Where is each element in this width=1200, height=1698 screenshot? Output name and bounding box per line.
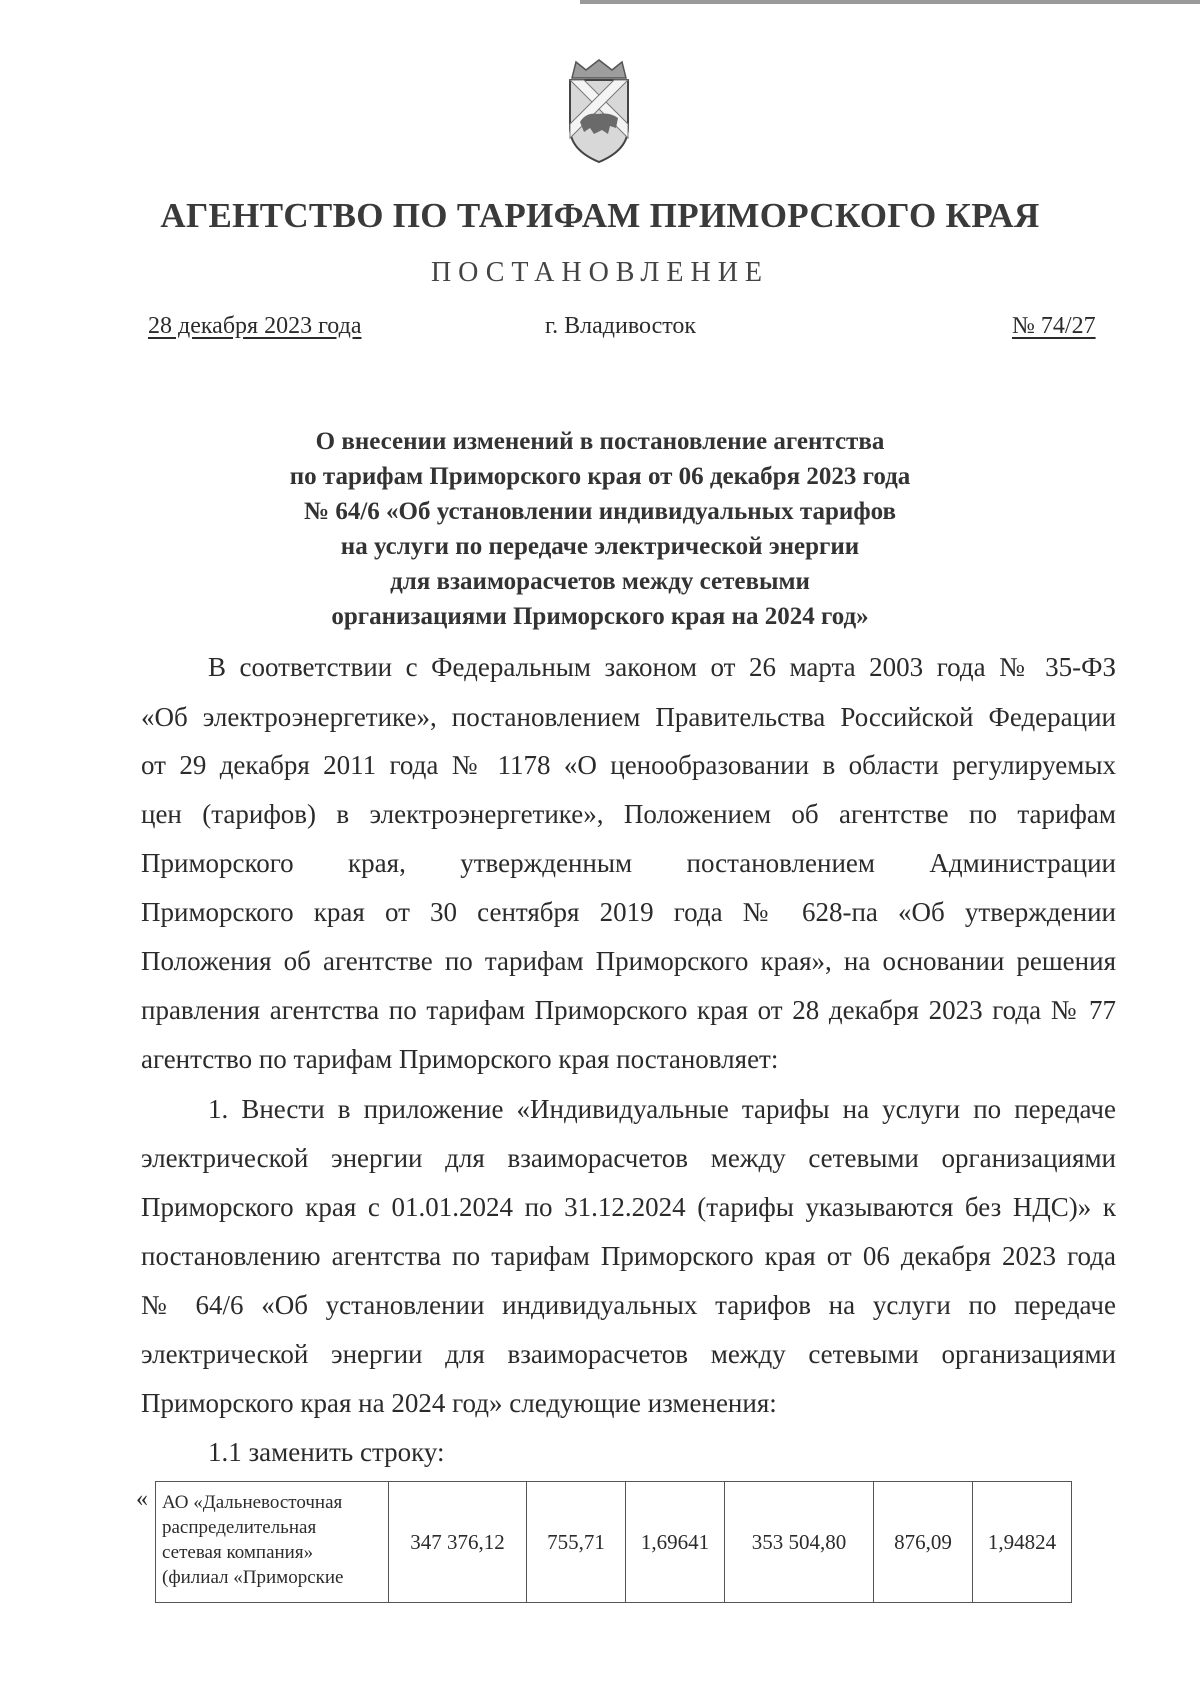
tariff-table (155, 1481, 1072, 1603)
document-number: № 74/27 (1012, 313, 1096, 339)
document-type: ПОСТАНОВЛЕНИЕ (430, 257, 770, 288)
org-line: распределительная (162, 1517, 317, 1538)
table-cell-value: 1,94824 (973, 1482, 1072, 1603)
subject-line: О внесении изменений в постановление агентства (315, 428, 885, 455)
item-1-line: электрической энергии для взаиморасчетов между сетевыми организациями (141, 1143, 1116, 1173)
document-subject (200, 424, 1000, 634)
table-cell-value: 755,71 (527, 1482, 626, 1603)
preamble-line: Приморского края, утвержденным постановлением Администрации (141, 848, 1116, 878)
item-1-line: постановлению агентства по тарифам Приморского края от 06 декабря 2023 года (141, 1241, 1116, 1271)
subject-line: для взаиморасчетов между сетевыми (390, 568, 810, 595)
item-1-line: № 64/6 «Об установлении индивидуальных тарифов на услуги по передаче (141, 1290, 1116, 1320)
coat-of-arms-icon (566, 58, 632, 166)
preamble-line: Положения об агентстве по тарифам Приморского края», на основании решения (141, 946, 1116, 976)
preamble-line: правления агентства по тарифам Приморского края от 28 декабря 2023 года № 77 (141, 995, 1116, 1025)
table-cell-value: 876,09 (874, 1482, 973, 1603)
item-1-line: Приморского края на 2024 год» следующие изменения: (141, 1388, 777, 1418)
preamble-line: «Об электроэнергетике», постановлением Правительства Российской Федерации (141, 702, 1116, 732)
table-cell-value: 353 504,80 (725, 1482, 874, 1603)
preamble-line: Приморского края от 30 сентября 2019 года № 628-па «Об утверждении (141, 897, 1116, 927)
subject-line: № 64/6 «Об установлении индивидуальных тарифов (303, 498, 896, 525)
item-1-line: Приморского края с 01.01.2024 по 31.12.2024 (тарифы указываются без НДС)» к (141, 1192, 1116, 1222)
scan-edge-line (580, 0, 1200, 4)
document-city: г. Владивосток (545, 313, 697, 339)
preamble-line: В соответствии с Федеральным законом от 26 марта 2003 года № 35-ФЗ (208, 652, 1116, 682)
org-line: сетевая компания» (162, 1542, 314, 1563)
item-1-1-line: 1.1 заменить строку: (208, 1437, 445, 1467)
table-cell-value: 347 376,12 (389, 1482, 527, 1603)
item-1-line: электрической энергии для взаиморасчетов между сетевыми организациями (141, 1339, 1116, 1369)
org-line: АО «Дальневосточная (162, 1492, 343, 1513)
table-row (156, 1482, 1072, 1603)
document-date: 28 декабря 2023 года (148, 313, 362, 339)
subject-line: по тарифам Приморского края от 06 декабря 2023 года (289, 463, 911, 490)
table-cell-organization (156, 1482, 389, 1603)
org-line: (филиал «Приморские (162, 1567, 344, 1588)
table-open-quote: « (136, 1486, 148, 1512)
agency-title: АГЕНТСТВО ПО ТАРИФАМ ПРИМОРСКОГО КРАЯ (160, 196, 1040, 235)
preamble-line: от 29 декабря 2011 года № 1178 «О ценообразовании в области регулируемых (141, 750, 1116, 780)
subject-line: на услуги по передаче электрической энергии (340, 533, 860, 560)
preamble-line: агентство по тарифам Приморского края постановляет: (141, 1044, 779, 1074)
item-1-line: 1. Внести в приложение «Индивидуальные тарифы на услуги по передаче (208, 1094, 1116, 1124)
table-cell-value: 1,69641 (626, 1482, 725, 1603)
preamble-line: цен (тарифов) в электроэнергетике», Положением об агентстве по тарифам (141, 799, 1116, 829)
subject-line: организациями Приморского края на 2024 год» (331, 603, 869, 630)
